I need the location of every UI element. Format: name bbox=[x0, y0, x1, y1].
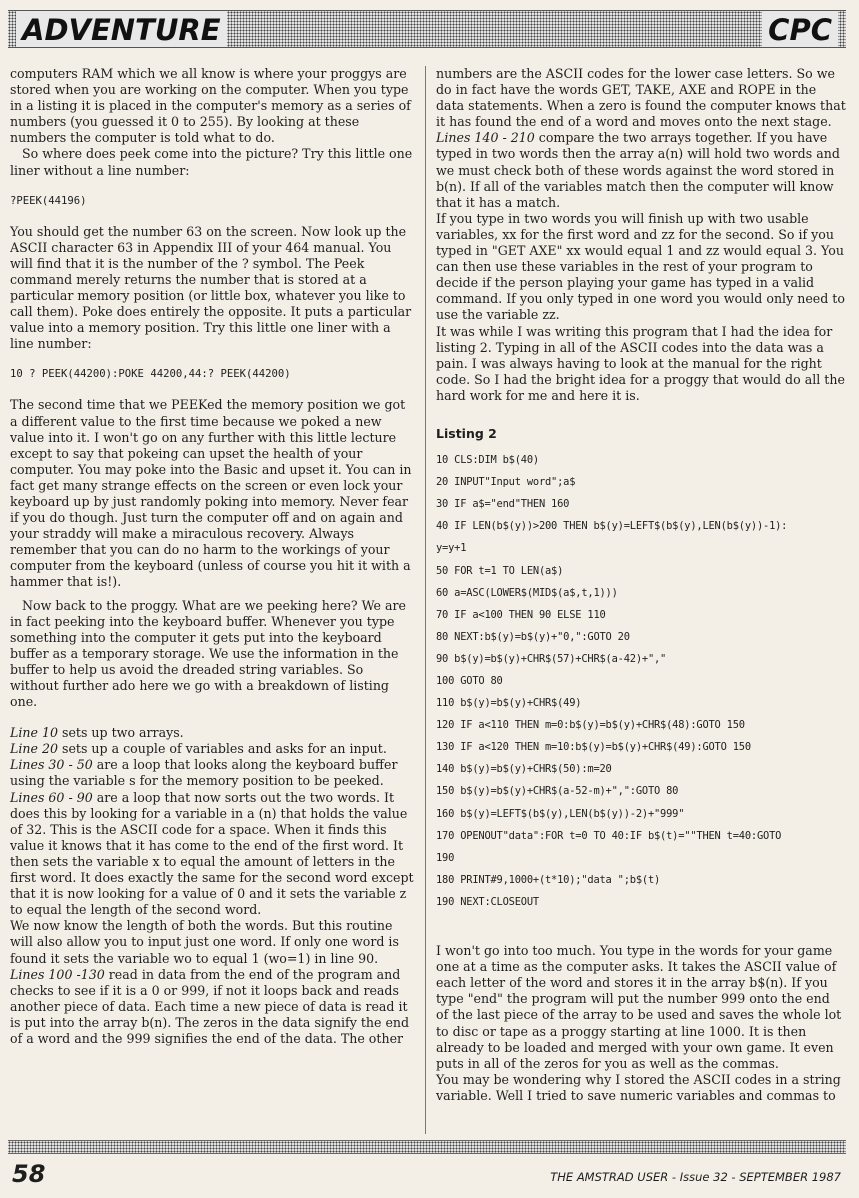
listing-line: 190 NEXT:CLOSEOUT bbox=[436, 895, 539, 908]
paragraph: I won't go into too much. You type in the words for your game one at a time as the computer asks. It takes the ASCII value of each letter of the word and stores it in the array b$(n). If you type "end" the program will put the number 999 onto the end of the last piece of the array to be used and saves the whole lot to disc or tape as a proggy starting at line 1000. It is then already to be loaded and merged with your own game. It even puts in all of the zeros for you as well as the commas. bbox=[436, 943, 842, 1071]
listing-line: 90 b$(y)=b$(y)+CHR$(57)+CHR$(a-42)+"," bbox=[436, 652, 667, 665]
listing-line: 100 GOTO 80 bbox=[436, 675, 503, 687]
listing-line: 170 OPENOUT"data":FOR t=0 TO 40:IF b$(t)=""THEN t=40:GOTO bbox=[436, 829, 782, 842]
line-ref: Line 10 bbox=[10, 725, 58, 741]
listing-line: 130 IF a<120 THEN m=10:b$(y)=b$(y)+CHR$(49):GOTO 150 bbox=[436, 741, 751, 754]
listing-line: 110 b$(y)=b$(y)+CHR$(49) bbox=[436, 697, 582, 710]
paragraph: We now know the length of both the words. But this routine will also allow you to input just one word. If only one word is found it sets the variable wo to equal 1 (wo=1) in line 90. bbox=[10, 918, 399, 966]
listing-line: 140 b$(y)=b$(y)+CHR$(50):m=20 bbox=[436, 763, 612, 776]
paragraph: You should get the number 63 on the screen. Now look up the ASCII character 63 in Appendix III of your 464 manual. You will find that it is the number of the ? symbol. The Peek command merely returns the number that is stored at a particular memory position (or little box, whatever you like to call them). Poke does entirely the opposite. It puts a particular value into a memory position. Try this little one liner with a line number: bbox=[10, 223, 412, 352]
code-snippet: ?PEEK(44196) bbox=[10, 194, 87, 207]
listing-line: 160 b$(y)=LEFT$(b$(y),LEN(b$(y))-2)+"999" bbox=[436, 807, 685, 820]
line-note: Lines 140 - 210 compare the two arrays together. If you have typed in two words then the array a(n) will hold two words and we must check both of these words against the word stored in b(n). If all of the variables match then the computer will know that it has a match. bbox=[436, 130, 840, 210]
line-note: Lines 30 - 50 are a loop that looks along the keyboard buffer using the variable s for the memory position to be peeked. bbox=[10, 757, 398, 789]
paragraph: If you type in two words you will finish up with two usable variables, xx for the first word and zz for the second. So if you typed in "GET AXE" xx would equal 1 and zz would equal 3. You can then use these variables in the rest of your program to decide if the person playing your game has typed in a valid command. If you only typed in one word you would only need to use the variable zz. bbox=[436, 210, 845, 323]
listing-line: 20 INPUT"Input word";a$ bbox=[436, 476, 576, 489]
listing-line: 40 IF LEN(b$(y))>200 THEN b$(y)=LEFT$(b$(y),LEN(b$(y))-1): bbox=[436, 520, 788, 533]
listing-line: 70 IF a<100 THEN 90 ELSE 110 bbox=[436, 608, 606, 621]
section-title: ADVENTURE bbox=[16, 11, 227, 47]
listing-line: 150 b$(y)=b$(y)+CHR$(a-52-m)+",":GOTO 80 bbox=[436, 785, 679, 798]
paragraph: Now back to the proggy. What are we peeking here? We are in fact peeking into the keyboard buffer. Whenever you type something into the computer it gets put into the keyboard buffer as a temporary storage. We use the information in the buffer to help us avoid the dreaded string variables. So without further ado here we go with a breakdown of listing one. bbox=[10, 597, 406, 710]
listing-line: 60 a=ASC(LOWER$(MID$(a$,t,1))) bbox=[436, 586, 618, 599]
paragraph: You may be wondering why I stored the ASCII codes in a string variable. Well I tried to save numeric variables and commas to bbox=[436, 1071, 841, 1103]
listing-heading: Listing 2 bbox=[436, 425, 497, 441]
line-note: Lines 60 - 90 are a loop that now sorts out the two words. It does this by looking for a variable in a (n) that holds the value of 32. This is the ASCII code for a space. When it finds this value it knows that it has come to the end of the first word. It then sets the variable x to equal the amount of letters in the first word. It does exactly the same for the second word except that it is now looking for a value of 0 and it sets the variable z to equal the length of the second word. bbox=[10, 789, 414, 918]
magazine-credit: THE AMSTRAD USER - Issue 32 - SEPTEMBER 1987 bbox=[550, 1170, 841, 1184]
listing-line: 30 IF a$="end"THEN 160 bbox=[436, 498, 570, 511]
paragraph: numbers are the ASCII codes for the lower case letters. So we do in fact have the words GET, TAKE, AXE and ROPE in the data statements. When a zero is found the computer knows that it has found the end of a word and moves onto the next stage. bbox=[436, 66, 846, 130]
page-number: 58 bbox=[12, 1160, 46, 1188]
footer-band bbox=[8, 1140, 846, 1154]
paragraph: It was while I was writing this program that I had the idea for listing 2. Typing in all of the ASCII codes into the data was a pain. I was always having to look at the manual for the right code. So I had the bright idea for a proggy that would do all the hard work for me and here it is. bbox=[436, 323, 845, 403]
code-listing bbox=[436, 449, 846, 913]
line-note: Lines 100 -130 read in data from the end of the program and checks to see if it is a 0 or 999, if not it loops back and reads another piece of data. Each time a new piece of data is read it is put into the array b(n). The zeros in the data signify the end of a word and the 999 signifies the end of the data. The other bbox=[10, 966, 410, 1046]
listing-line: 80 NEXT:b$(y)=b$(y)+"0,":GOTO 20 bbox=[436, 630, 630, 643]
listing-line: 10 CLS:DIM b$(40) bbox=[436, 454, 539, 467]
page-header-band bbox=[8, 10, 846, 48]
listing-line: 180 PRINT#9,1000+(t*10);"data ";b$(t) bbox=[436, 873, 661, 886]
platform-title: CPC bbox=[762, 11, 838, 47]
line-ref: Lines 100 -130 bbox=[10, 966, 105, 982]
code-snippet: 10 ? PEEK(44200):POKE 44200,44:? PEEK(44200) bbox=[10, 368, 291, 381]
paragraph: So where does peek come into the picture? Try this little one liner without a line number: bbox=[10, 146, 413, 178]
paragraph: The second time that we PEEKed the memory position we got a different value to the first time because we poked a new value into it. I won't go on any further with this little lecture except to say that pokeing can upset the health of your computer. You may poke into the Basic and upset it. You can in fact get many strange effects on the screen or even lock your keyboard up by just randomly poking into memory. Never fear if you do though. Just turn the computer off and on again and your straddy will make a miraculous recovery. Always remember that you can do no harm to the workings of your computer from the keyboard (unless of course you hit it with a hammer that is!). bbox=[10, 397, 412, 590]
line-note: Line 20 sets up a couple of variables and asks for an input. bbox=[10, 741, 387, 757]
line-note: Line 10 sets up two arrays. bbox=[10, 725, 184, 741]
line-ref: Lines 60 - 90 bbox=[10, 789, 93, 805]
line-ref: Line 20 bbox=[10, 741, 58, 757]
listing-line: 120 IF a<110 THEN m=0:b$(y)=b$(y)+CHR$(48):GOTO 150 bbox=[436, 719, 745, 732]
left-column bbox=[10, 66, 414, 1047]
column-divider bbox=[425, 66, 426, 1134]
right-column bbox=[436, 66, 846, 1104]
paragraph: computers RAM which we all know is where your proggys are stored when you are working on the computer. When you type in a listing it is placed in the computer's memory as a series of numbers (you guessed it 0 to 255). By looking at these numbers the computer is told what to do. bbox=[10, 66, 411, 146]
listing-line: y=y+1 bbox=[436, 542, 467, 555]
line-ref: Lines 140 - 210 bbox=[436, 130, 535, 146]
listing-line: 190 bbox=[436, 851, 455, 864]
line-ref: Lines 30 - 50 bbox=[10, 757, 93, 773]
listing-line: 50 FOR t=1 TO LEN(a$) bbox=[436, 564, 564, 577]
